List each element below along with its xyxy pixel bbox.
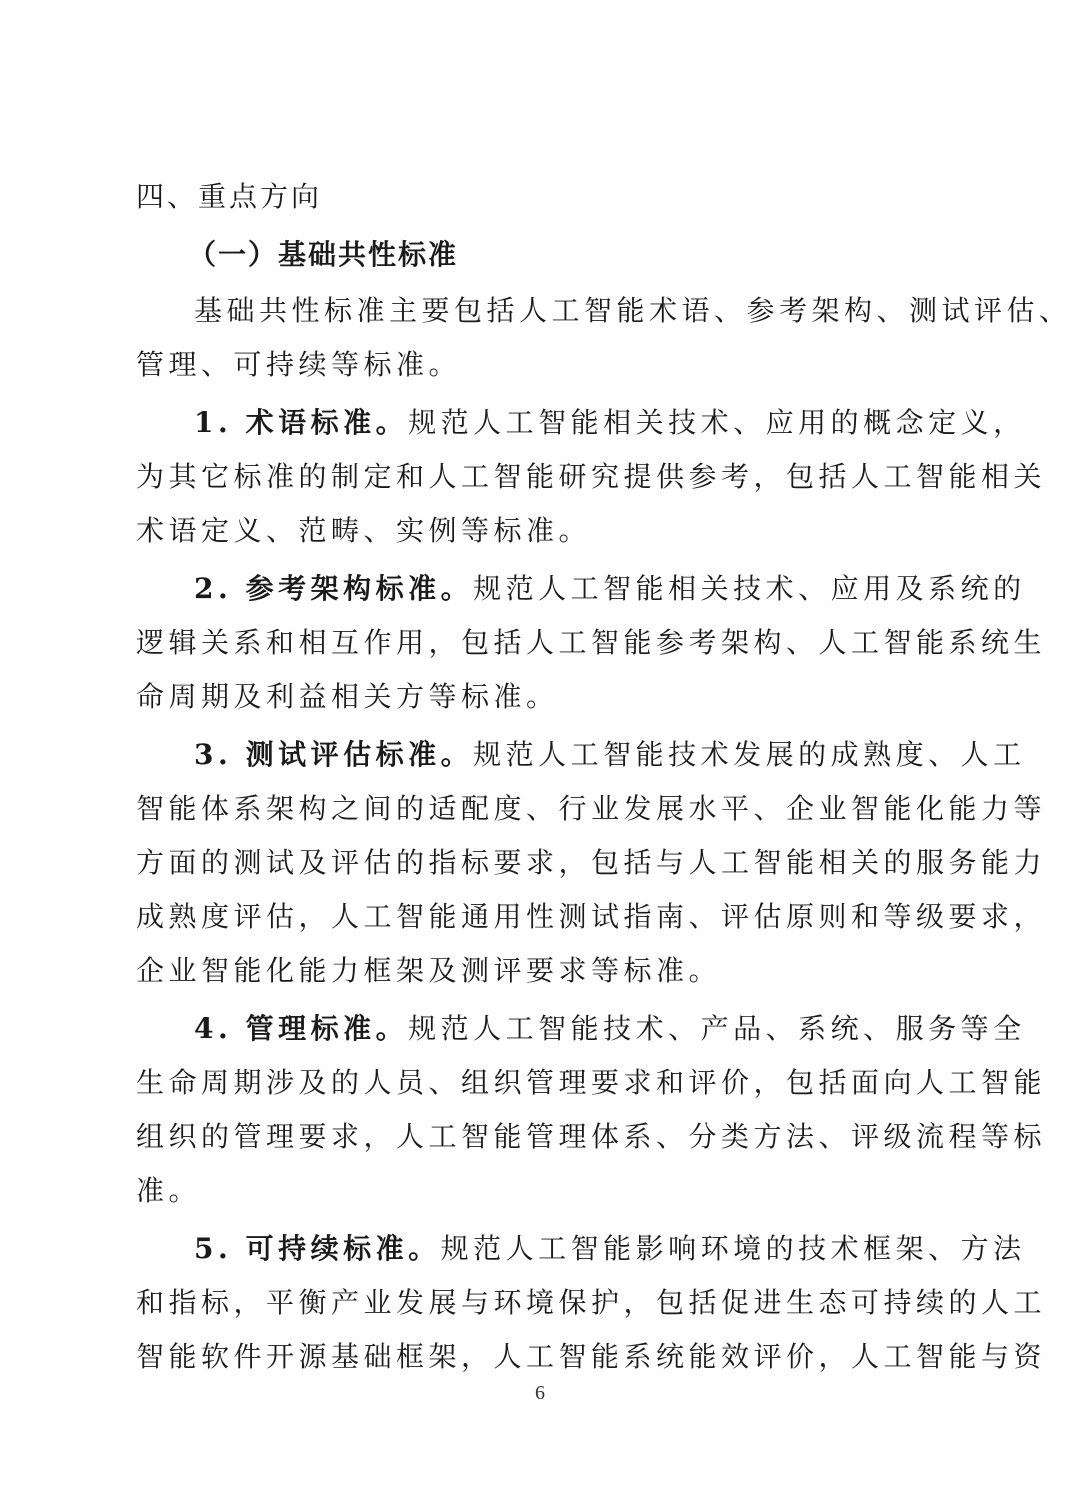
- paragraph-first-line: [136, 562, 1026, 616]
- page-body: [136, 168, 1072, 1384]
- page-number: 6: [535, 1382, 545, 1404]
- standard-item-testing-evaluation: [136, 728, 1047, 998]
- paragraph-line: 方面的测试及评估的指标要求，包括与人工智能相关的服务能力: [136, 846, 1047, 879]
- paragraph-line: 智能体系架构之间的适配度、行业发展水平、企业智能化能力等: [136, 792, 1047, 825]
- item-number: 3.: [194, 738, 233, 771]
- paragraph-line: 术语定义、范畴、实例等标准。: [136, 514, 592, 547]
- intro-paragraph: [136, 284, 1072, 392]
- paragraph-line: 为其它标准的制定和人工智能研究提供参考，包括人工智能相关: [136, 460, 1047, 493]
- paragraph-line: 组织的管理要求，人工智能管理体系、分类方法、评级流程等标: [136, 1120, 1047, 1153]
- item-number: 4.: [194, 1012, 233, 1045]
- item-text: 规范人工智能相关技术、应用及系统的: [473, 572, 1026, 605]
- item-text: 规范人工智能技术、产品、系统、服务等全: [408, 1012, 1026, 1045]
- paragraph-line: 命周期及利益相关方等标准。: [136, 680, 559, 713]
- item-number: 5.: [194, 1232, 233, 1265]
- item-text: 规范人工智能相关技术、应用的概念定义，: [408, 406, 1026, 439]
- standard-item-reference-architecture: [136, 562, 1047, 724]
- paragraph-line: 和指标，平衡产业发展与环境保护，包括促进生态可持续的人工: [136, 1286, 1047, 1319]
- subsection-heading: （一）基础共性标准: [188, 238, 459, 271]
- paragraph-line: 准。: [136, 1174, 202, 1207]
- item-number: 1.: [194, 406, 233, 439]
- paragraph-line: 企业智能化能力框架及测评要求等标准。: [136, 954, 722, 987]
- item-title: 术语标准。: [245, 406, 409, 439]
- paragraph-line: 智能软件开源基础框架，人工智能系统能效评价，人工智能与资: [136, 1340, 1047, 1373]
- standard-item-management: [136, 1002, 1047, 1218]
- paragraph-line: 逻辑关系和相互作用，包括人工智能参考架构、人工智能系统生: [136, 626, 1047, 659]
- item-title: 测试评估标准。: [245, 738, 474, 771]
- paragraph-line: 管理、可持续等标准。: [136, 348, 462, 381]
- standard-item-terminology: [136, 396, 1047, 558]
- paragraph-first-line: [136, 728, 1026, 782]
- item-title: 管理标准。: [245, 1012, 409, 1045]
- item-title: 参考架构标准。: [245, 572, 474, 605]
- item-title: 可持续标准。: [245, 1232, 441, 1265]
- item-text: 规范人工智能影响环境的技术框架、方法: [440, 1232, 1026, 1265]
- paragraph-first-line: [136, 1002, 1026, 1056]
- item-text: 规范人工智能技术发展的成熟度、人工: [473, 738, 1026, 771]
- item-number: 2.: [194, 572, 233, 605]
- paragraph-first-line: [136, 1222, 1026, 1276]
- paragraph-line: 生命周期涉及的人员、组织管理要求和评价，包括面向人工智能: [136, 1066, 1047, 1099]
- paragraph-line: 基础共性标准主要包括人工智能术语、参考架构、测试评估、: [194, 294, 1072, 327]
- section-heading: 四、重点方向: [136, 180, 323, 213]
- paragraph-first-line: [136, 396, 1026, 450]
- standard-item-sustainability: [136, 1222, 1047, 1384]
- paragraph-line: 成熟度评估，人工智能通用性测试指南、评估原则和等级要求，: [136, 900, 1047, 933]
